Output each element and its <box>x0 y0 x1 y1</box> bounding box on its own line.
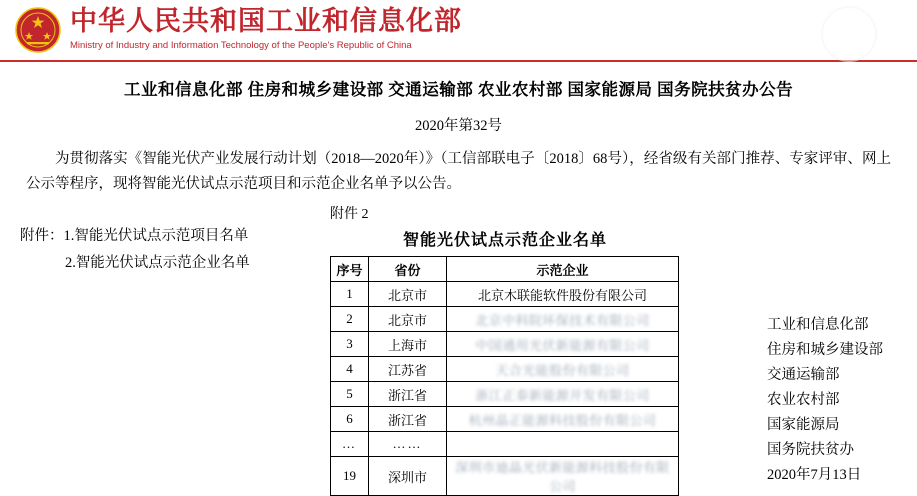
attachment-item-2-row <box>20 250 250 277</box>
annex-table-body <box>331 282 679 496</box>
cell-company: 中国通用光伏新能源有限公司 <box>447 332 679 357</box>
attachments-line-1 <box>20 223 250 250</box>
cell-company: 深圳市迪晶光伏新能源科技股份有限公司 <box>447 457 679 496</box>
attachment-item-1: 1.智能光伏试点示范项目名单 <box>63 228 249 244</box>
column-header-province: 省份 <box>369 257 447 282</box>
masthead <box>0 0 917 62</box>
document-number: 2020年第32号 <box>415 118 502 134</box>
national-emblem-icon <box>14 6 62 54</box>
attachment-item-2: 2.智能光伏试点示范企业名单 <box>64 255 250 271</box>
cell-province: …… <box>369 432 447 457</box>
org-name-en: Ministry of Industry and Information Technology of the People's Republic of China <box>70 40 412 51</box>
table-header-row <box>331 257 679 282</box>
cell-province: 深圳市 <box>369 457 447 496</box>
cell-province: 上海市 <box>369 332 447 357</box>
cell-no: 19 <box>331 457 369 496</box>
cell-no: 6 <box>331 407 369 432</box>
signature-block <box>767 313 883 488</box>
table-row <box>331 382 679 407</box>
signer-4: 农业农村部 <box>767 392 840 408</box>
cell-no: 4 <box>331 357 369 382</box>
masthead-text <box>70 5 462 53</box>
table-row <box>331 432 679 457</box>
signer-1: 工业和信息化部 <box>767 317 869 333</box>
cell-company <box>447 432 679 457</box>
table-row <box>331 407 679 432</box>
column-header-no: 序号 <box>331 257 369 282</box>
page-title: 工业和信息化部 住房和城乡建设部 交通运输部 农业农村部 国家能源局 国务院扶贫办公告 <box>123 80 794 99</box>
cell-province: 北京市 <box>369 307 447 332</box>
cell-company: 北京中科院环保技术有限公司 <box>447 307 679 332</box>
cell-no: … <box>331 432 369 457</box>
cell-province: 浙江省 <box>369 407 447 432</box>
lower-section <box>20 203 897 494</box>
column-header-company: 示范企业 <box>447 257 679 282</box>
cell-no: 2 <box>331 307 369 332</box>
signer-3: 交通运输部 <box>767 367 840 383</box>
cell-province: 江苏省 <box>369 357 447 382</box>
cell-province: 浙江省 <box>369 382 447 407</box>
table-row <box>331 357 679 382</box>
cell-province: 北京市 <box>369 282 447 307</box>
table-row <box>331 282 679 307</box>
signer-5: 国家能源局 <box>767 417 840 433</box>
cell-company: 天合光能股份有限公司 <box>447 357 679 382</box>
cell-no: 5 <box>331 382 369 407</box>
signer-6: 国务院扶贫办 <box>767 442 854 458</box>
signer-2: 住房和城乡建设部 <box>767 342 883 358</box>
attachments-label: 附件： <box>20 228 64 244</box>
table-row <box>331 332 679 357</box>
cell-company: 浙江正泰新能源开发有限公司 <box>447 382 679 407</box>
watermark-seal-icon <box>821 6 877 62</box>
document-body <box>0 76 917 494</box>
org-name-cn: 中华人民共和国工业和信息化部 <box>70 6 462 36</box>
cell-company: 杭州晶正能源科技股份有限公司 <box>447 407 679 432</box>
signature-date: 2020年7月13日 <box>767 467 862 483</box>
annex-block <box>330 203 680 496</box>
cell-company: 北京木联能软件股份有限公司 <box>447 282 679 307</box>
cell-no: 1 <box>331 282 369 307</box>
cell-no: 3 <box>331 332 369 357</box>
annex-label: 附件 2 <box>330 207 369 222</box>
annex-title: 智能光伏试点示范企业名单 <box>402 232 607 249</box>
table-row <box>331 457 679 496</box>
document-paragraph: 为贯彻落实《智能光伏产业发展行动计划（2018—2020年）》（工信部联电子〔2018〕68号），经省级有关部门推荐、专家评审、网上公示等程序，现将智能光伏试点示范项目和示范企业名单予以公告。 <box>26 151 891 192</box>
table-row <box>331 307 679 332</box>
attachments-list <box>20 223 250 277</box>
annex-table <box>330 256 679 496</box>
